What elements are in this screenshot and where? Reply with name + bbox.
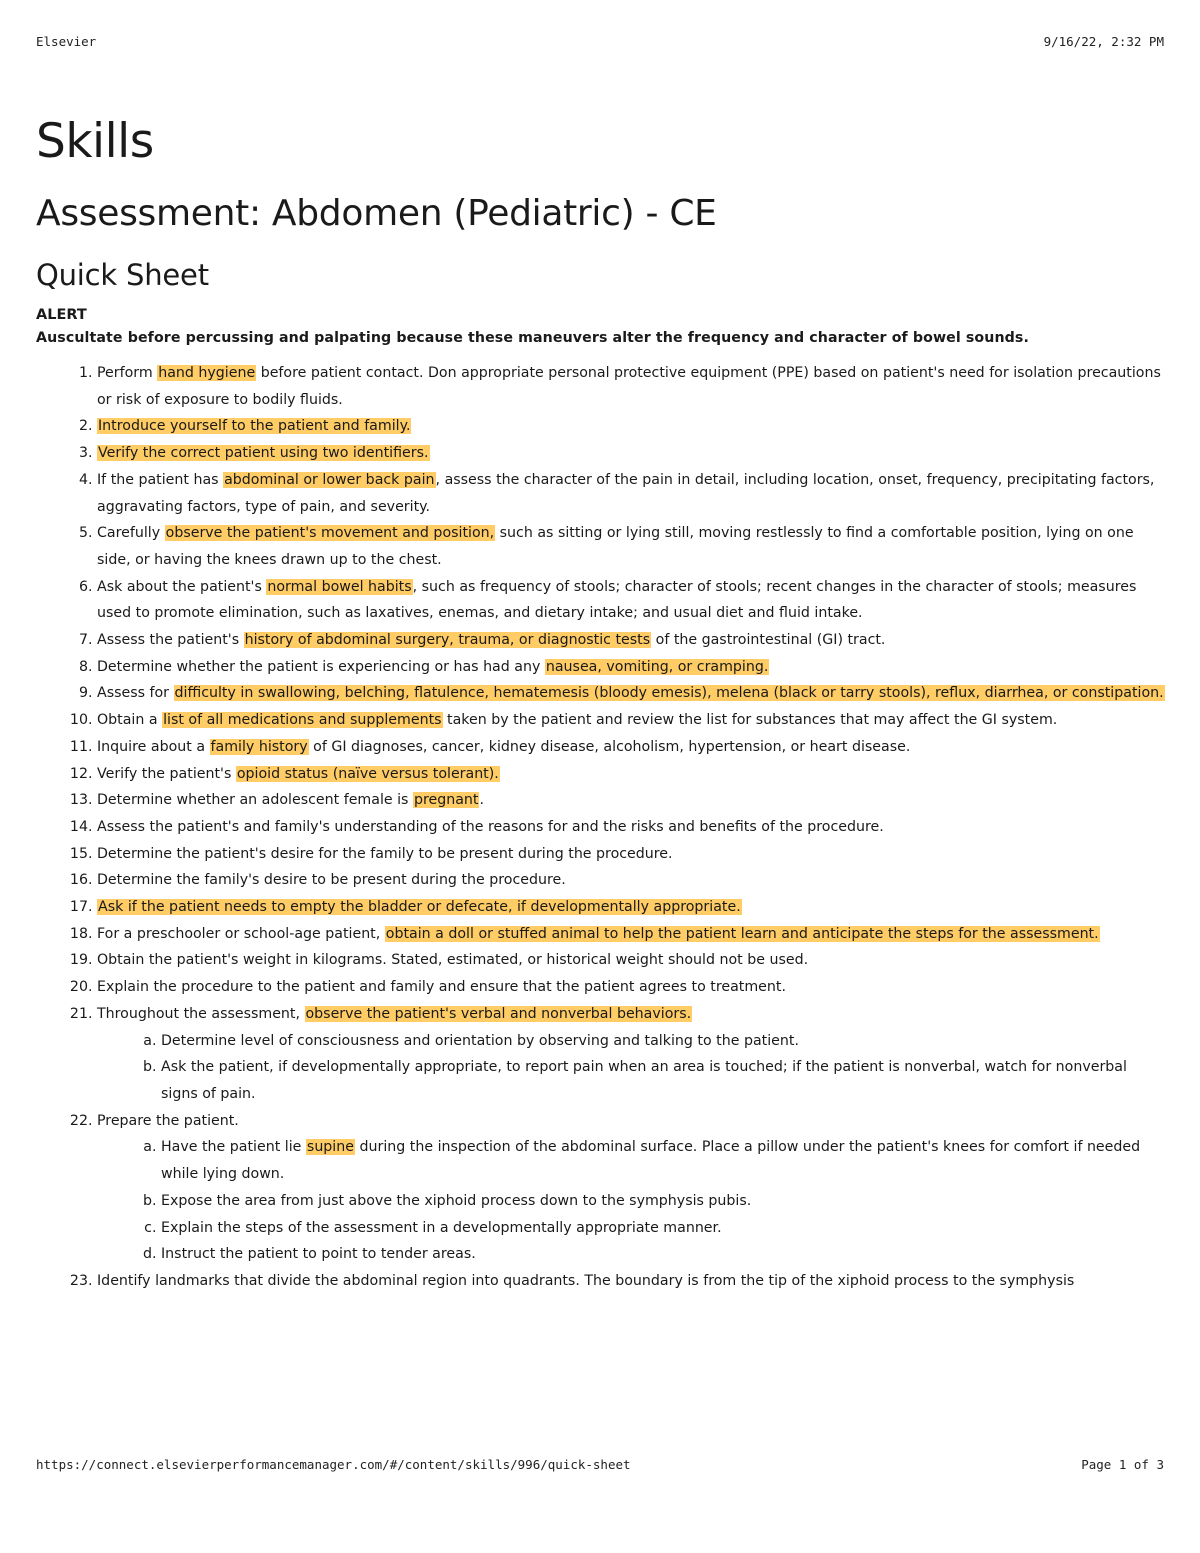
step-item (97, 787, 1166, 814)
highlighted-text: Introduce yourself to the patient and family. (98, 418, 411, 435)
step-text: Ask about the patient's (97, 578, 267, 595)
step-item (97, 734, 1166, 761)
step-text: For a preschooler or school-age patient, (97, 925, 385, 942)
step-item (97, 1108, 1166, 1268)
step-item (97, 921, 1166, 948)
highlighted-text: observe the patient's movement and position, (165, 525, 495, 542)
step-text: If the patient has (97, 471, 224, 488)
step-text: Throughout the assessment, (97, 1005, 305, 1022)
step-text: Have the patient lie (161, 1139, 306, 1156)
substeps-list (97, 1134, 1166, 1268)
print-header-datetime: 9/16/22, 2:32 PM (1043, 34, 1164, 49)
step-item (97, 413, 1166, 440)
substep-item (161, 1188, 1166, 1215)
step-item (97, 627, 1166, 654)
step-text: of the gastrointestinal (GI) tract. (651, 632, 886, 649)
highlighted-text: difficulty in swallowing, belching, flatulence, hematemesis (bloody emesis), melena (black or tarry stools), reflux, diarrhea, or constipation. (174, 685, 1164, 702)
highlighted-text: obtain a doll or stuffed animal to help the patient learn and anticipate the steps for the assessment. (385, 925, 1099, 942)
step-text: before patient contact. Don appropriate personal protective equipment (PPE) based on patient's need for isolation precautions or risk of exposure to bodily fluids. (97, 365, 1161, 408)
skill-title: Assessment: Abdomen (Pediatric) - CE (36, 193, 717, 234)
step-text: Assess the patient's (97, 632, 244, 649)
document-content (36, 108, 1166, 1295)
substep-item (161, 1241, 1166, 1268)
section-title: Quick Sheet (36, 258, 209, 292)
step-text: Determine level of consciousness and orientation by observing and talking to the patient. (161, 1032, 799, 1049)
step-item (97, 974, 1166, 1001)
highlighted-text: observe the patient's verbal and nonverbal behaviors. (305, 1005, 692, 1022)
step-item (97, 947, 1166, 974)
step-item (97, 520, 1166, 573)
print-footer-url: https://connect.elsevierperformancemanager.com/#/content/skills/996/quick-sheet (36, 1457, 631, 1472)
alert-label: ALERT (36, 307, 87, 323)
page-title: Skills (36, 114, 154, 169)
print-footer (36, 1457, 1164, 1472)
highlighted-text: supine (306, 1139, 354, 1156)
step-text: of GI diagnoses, cancer, kidney disease, alcoholism, hypertension, or heart disease. (308, 738, 911, 755)
step-text: Instruct the patient to point to tender areas. (161, 1246, 476, 1263)
step-item (97, 574, 1166, 627)
step-text: Verify the patient's (97, 765, 236, 782)
highlighted-text: Verify the correct patient using two identifiers. (98, 445, 429, 462)
step-text: taken by the patient and review the list for substances that may affect the GI system. (442, 712, 1058, 729)
step-text: Assess for (97, 685, 174, 702)
highlighted-text: opioid status (naïve versus tolerant). (236, 765, 499, 782)
step-text: Obtain a (97, 712, 163, 729)
step-item (97, 707, 1166, 734)
step-text: , assess the character of the pain in detail, including location, onset, frequency, precipitating factors, aggravating factors, type of pain, and severity. (97, 471, 1155, 515)
step-text: Inquire about a (97, 738, 210, 755)
print-header-source: Elsevier (36, 34, 97, 49)
step-text: during the inspection of the abdominal surface. Place a pillow under the patient's knees for comfort if needed while lying down. (161, 1139, 1141, 1183)
highlighted-text: Ask if the patient needs to empty the bladder or defecate, if developmentally appropriate. (98, 899, 741, 916)
step-item (97, 894, 1166, 921)
step-text: Expose the area from just above the xiphoid process down to the symphysis pubis. (161, 1192, 752, 1209)
step-item (97, 360, 1166, 413)
highlighted-text: nausea, vomiting, or cramping. (545, 658, 769, 675)
step-text: Identify landmarks that divide the abdominal region into quadrants. The boundary is from the tip of the xiphoid process to the symphysis (97, 1272, 1075, 1289)
step-text: Determine whether the patient is experiencing or has had any (97, 658, 545, 675)
substep-item (161, 1054, 1166, 1107)
steps-list (36, 360, 1166, 1295)
highlighted-text: history of abdominal surgery, trauma, or diagnostic tests (244, 632, 651, 649)
highlighted-text: pregnant (413, 792, 479, 809)
print-header (36, 34, 1164, 49)
step-item (97, 761, 1166, 788)
step-text: Explain the procedure to the patient and family and ensure that the patient agrees to treatment. (97, 979, 786, 996)
step-text: Explain the steps of the assessment in a developmentally appropriate manner. (161, 1219, 722, 1236)
step-text: Determine the patient's desire for the family to be present during the procedure. (97, 845, 673, 862)
substep-item (161, 1134, 1166, 1187)
step-item (97, 467, 1166, 520)
step-text: such as sitting or lying still, moving restlessly to find a comfortable position, lying on one side, or having the knees drawn up to the chest. (97, 525, 1134, 568)
step-text: , such as frequency of stools; character of stools; recent changes in the character of stools; measures used to promote elimination, such as laxatives, enemas, and dietary intake; and usual diet and fluid intake. (97, 578, 1137, 622)
step-text: Ask the patient, if developmentally appropriate, to report pain when an area is touched; if the patient is nonverbal, watch for nonverbal signs of pain. (161, 1059, 1127, 1102)
step-item (97, 440, 1166, 467)
step-item (97, 814, 1166, 841)
step-item (97, 1268, 1166, 1295)
step-item (97, 654, 1166, 681)
highlighted-text: list of all medications and supplements (163, 712, 442, 729)
substep-item (161, 1215, 1166, 1242)
highlighted-text: hand hygiene (158, 365, 256, 381)
highlighted-text: family history (210, 738, 308, 755)
step-item (97, 841, 1166, 868)
step-text: Determine the family's desire to be present during the procedure. (97, 872, 566, 889)
step-text: Prepare the patient. (97, 1112, 239, 1129)
step-item (97, 1001, 1166, 1108)
step-text: . (479, 792, 484, 809)
highlighted-text: abdominal or lower back pain (224, 471, 435, 488)
step-text: Carefully (97, 525, 165, 542)
step-text: Assess the patient's and family's understanding of the reasons for and the risks and benefits of the procedure. (97, 818, 884, 835)
alert-text: Auscultate before percussing and palpating because these maneuvers alter the frequency and character of bowel sounds. (36, 330, 1029, 346)
print-footer-page: Page 1 of 3 (1081, 1457, 1164, 1472)
substeps-list (97, 1028, 1166, 1108)
step-text: Perform (97, 365, 158, 381)
step-item (97, 867, 1166, 894)
highlighted-text: normal bowel habits (267, 578, 412, 595)
step-item (97, 680, 1166, 707)
step-text: Obtain the patient's weight in kilograms. Stated, estimated, or historical weight should not be used. (97, 952, 809, 969)
step-text: Determine whether an adolescent female is (97, 792, 413, 809)
substep-item (161, 1028, 1166, 1055)
